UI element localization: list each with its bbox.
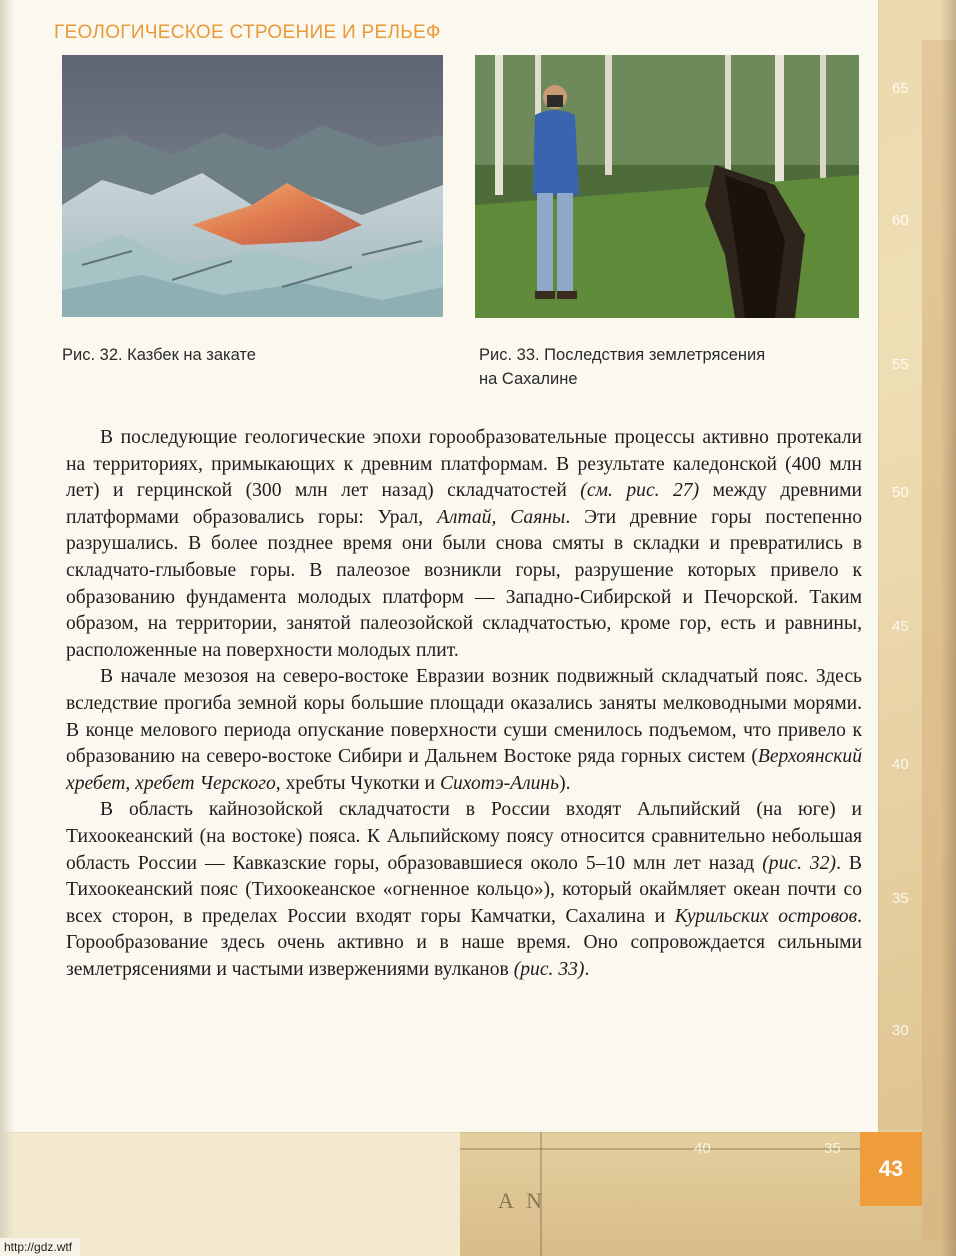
paragraph [66, 664, 862, 797]
figure-33-photo [475, 55, 859, 318]
text-run: В начале мезозоя на северо-востоке Евразии возник подвижный складчатый пояс. Здесь вследствие прогиба земной коры большие площади оказались заняты мелководными морями. В конце мелового периода опускание поверхности суши сменилось подъемом, что привело к образованию на северо-востоке Сибири и Дальнем Востоке ряда горных систем ( [66, 666, 862, 768]
italic-run: Сихотэ-Алинь [439, 772, 560, 794]
map-number: 40 [694, 1140, 711, 1157]
paragraph [66, 425, 862, 664]
text-run: В область кайнозойской складчатости в России входят Альпийский (на юге) и Тихоокеанский (на востоке) пояса. К Альпийскому поясу относится сравнительно небольшая область России — Кавказские горы, образовавшиеся около 5–10 млн лет назад [66, 799, 862, 874]
italic-run: (рис. 33) [513, 958, 585, 980]
page-number: 43 [878, 1156, 904, 1181]
figure-32-photo [62, 55, 443, 317]
figure-33-caption-line2: на Сахалине [479, 370, 578, 388]
body-text [66, 425, 862, 983]
italic-run: (рис. 32) [762, 852, 837, 874]
map-number: 35 [892, 890, 909, 907]
paragraph [66, 797, 862, 983]
text-run: . В Тихоокеанский пояс (Тихоокеанское «огненное кольцо»), который окаймляет океан почти со всех сторон, в пределах России входят горы Камчатки, Сахалина и [66, 852, 862, 927]
section-header: ГЕОЛОГИЧЕСКОЕ СТРОЕНИЕ И РЕЛЬЕФ [54, 22, 441, 43]
map-number: 35 [824, 1140, 841, 1157]
map-number: 50 [892, 484, 909, 501]
italic-run: хребет Черского [135, 772, 276, 794]
watermark: http://gdz.wtf [0, 1238, 80, 1256]
text-run: . [584, 958, 590, 980]
text-run: В последующие геологические эпохи горообразовательные процессы активно протекали на территориях, примыкающих к древним платформам. В результате каледонской (400 млн лет) и герцинской (300 млн лет назад) складчатостей [66, 427, 862, 502]
map-number: 45 [892, 618, 909, 635]
text-run: , хребты Чукотки и [275, 772, 440, 794]
text-run: . Эти древние горы постепенно разрушались. В более позднее время они были снова смяты в складки и превратились в складчато-глыбовые горы. В палеозое возникли горы, разрушение которых привело к образованию фундамента молодых платформ — Западно-Сибирской и Печорской. Таким образом, на территории, занятой палеозойской складчатостью, кроме гор, есть и равнины, расположенные на поверхности молодых плит. [66, 506, 863, 661]
page-gutter-shadow [0, 0, 14, 1240]
map-number: 40 [892, 756, 909, 773]
text-run: . Горообразование здесь очень активно и в наше время. Оно сопровождается сильными землетрясениями и частыми извержениями вулканов [66, 905, 862, 980]
italic-run: (см. рис. 27) [580, 480, 700, 502]
text-run: ). [559, 772, 571, 794]
map-letters: A N [498, 1188, 547, 1213]
text-run: между древними платформами образовались горы: Урал, [66, 480, 862, 528]
text-run: , [125, 772, 136, 794]
italic-run: Курильских островов [674, 905, 858, 927]
map-number: 30 [892, 1022, 909, 1039]
figure-32-caption: Рис. 32. Казбек на закате [62, 346, 256, 364]
map-parallel [460, 1148, 860, 1150]
figure-33-caption-line1: Рис. 33. Последствия землетрясения [479, 346, 766, 364]
map-number: 60 [892, 212, 909, 229]
book-spine-shadow [940, 0, 956, 1256]
map-number: 65 [892, 80, 909, 97]
italic-run: Алтай, Саяны [436, 506, 566, 528]
map-number: 55 [892, 356, 909, 373]
italic-run: Верхоянский хребет [66, 746, 862, 794]
